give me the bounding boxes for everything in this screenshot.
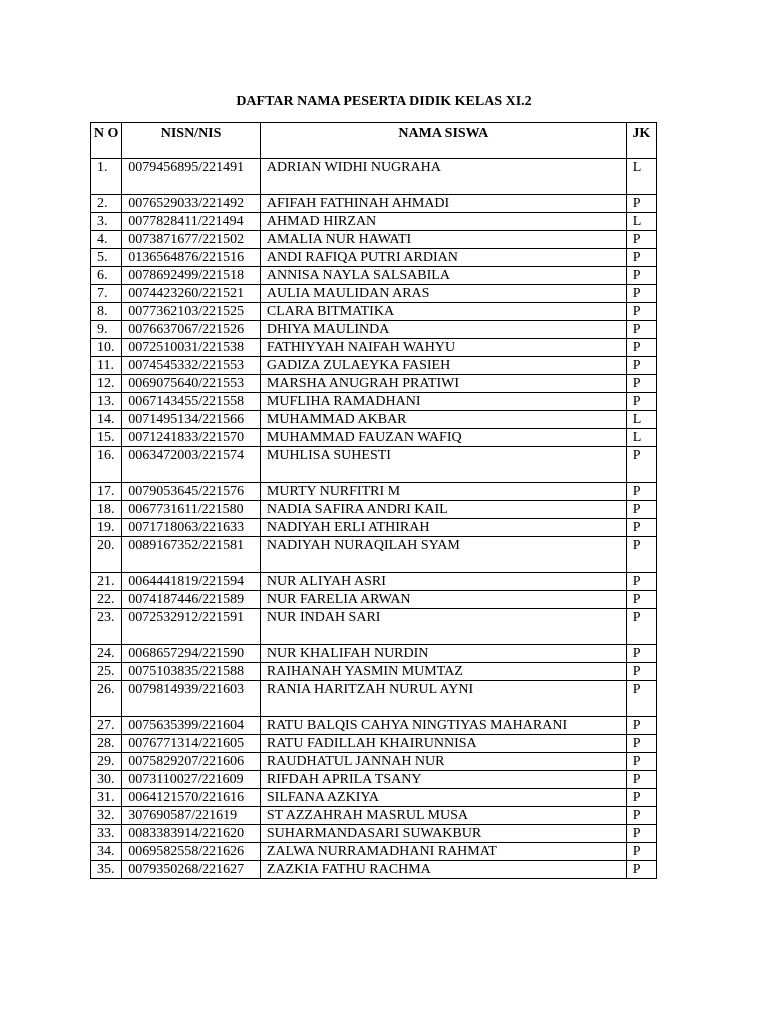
row-name: MURTY NURFITRI M bbox=[260, 483, 626, 501]
row-number: 10. bbox=[91, 339, 122, 357]
row-gender: P bbox=[626, 393, 656, 411]
row-gender: P bbox=[626, 267, 656, 285]
row-nisn: 0067143455/221558 bbox=[122, 393, 261, 411]
row-nisn: 0077362103/221525 bbox=[122, 303, 261, 321]
table-row bbox=[91, 519, 657, 537]
student-table bbox=[90, 122, 657, 879]
row-name: AULIA MAULIDAN ARAS bbox=[260, 285, 626, 303]
table-row bbox=[91, 825, 657, 843]
table-row bbox=[91, 303, 657, 321]
row-gender: P bbox=[626, 789, 656, 807]
row-nisn: 307690587/221619 bbox=[122, 807, 261, 825]
row-name: NUR KHALIFAH NURDIN bbox=[260, 645, 626, 663]
table-row bbox=[91, 663, 657, 681]
row-nisn: 0075635399/221604 bbox=[122, 717, 261, 735]
table-row bbox=[91, 591, 657, 609]
table-row bbox=[91, 285, 657, 303]
row-name: RAIHANAH YASMIN MUMTAZ bbox=[260, 663, 626, 681]
row-gender: P bbox=[626, 717, 656, 735]
row-gender: P bbox=[626, 519, 656, 537]
row-nisn: 0083383914/221620 bbox=[122, 825, 261, 843]
row-gender: L bbox=[626, 213, 656, 231]
row-nisn: 0069075640/221553 bbox=[122, 375, 261, 393]
row-number: 29. bbox=[91, 753, 122, 771]
row-number: 30. bbox=[91, 771, 122, 789]
row-nisn: 0074187446/221589 bbox=[122, 591, 261, 609]
header-nisn: NISN/NIS bbox=[122, 123, 261, 159]
row-name: NADIA SAFIRA ANDRI KAIL bbox=[260, 501, 626, 519]
row-nisn: 0064121570/221616 bbox=[122, 789, 261, 807]
table-row bbox=[91, 447, 657, 483]
table-row bbox=[91, 717, 657, 735]
row-number: 17. bbox=[91, 483, 122, 501]
document-title: DAFTAR NAMA PESERTA DIDIK KELAS XI.2 bbox=[236, 94, 532, 109]
table-row bbox=[91, 537, 657, 573]
row-gender: L bbox=[626, 429, 656, 447]
row-gender: P bbox=[626, 231, 656, 249]
row-nisn: 0076637067/221526 bbox=[122, 321, 261, 339]
row-name: GADIZA ZULAEYKA FASIEH bbox=[260, 357, 626, 375]
table-row bbox=[91, 267, 657, 285]
row-gender: P bbox=[626, 339, 656, 357]
row-name: AMALIA NUR HAWATI bbox=[260, 231, 626, 249]
table-row bbox=[91, 213, 657, 231]
row-number: 9. bbox=[91, 321, 122, 339]
row-nisn: 0079053645/221576 bbox=[122, 483, 261, 501]
row-gender: P bbox=[626, 195, 656, 213]
row-number: 23. bbox=[91, 609, 122, 645]
table-row bbox=[91, 339, 657, 357]
row-nisn: 0078692499/221518 bbox=[122, 267, 261, 285]
row-gender: P bbox=[626, 591, 656, 609]
table-row bbox=[91, 375, 657, 393]
row-gender: P bbox=[626, 825, 656, 843]
header-no: N O bbox=[91, 123, 122, 159]
table-row bbox=[91, 609, 657, 645]
row-number: 13. bbox=[91, 393, 122, 411]
row-number: 5. bbox=[91, 249, 122, 267]
row-number: 25. bbox=[91, 663, 122, 681]
row-number: 3. bbox=[91, 213, 122, 231]
row-number: 26. bbox=[91, 681, 122, 717]
row-nisn: 0079814939/221603 bbox=[122, 681, 261, 717]
row-name: AFIFAH FATHINAH AHMADI bbox=[260, 195, 626, 213]
row-name: MUHAMMAD AKBAR bbox=[260, 411, 626, 429]
row-gender: P bbox=[626, 843, 656, 861]
row-nisn: 0079456895/221491 bbox=[122, 159, 261, 195]
table-row bbox=[91, 807, 657, 825]
table-row bbox=[91, 735, 657, 753]
row-number: 11. bbox=[91, 357, 122, 375]
row-nisn: 0067731611/221580 bbox=[122, 501, 261, 519]
row-name: DHIYA MAULINDA bbox=[260, 321, 626, 339]
row-number: 31. bbox=[91, 789, 122, 807]
table-row bbox=[91, 411, 657, 429]
table-row bbox=[91, 483, 657, 501]
row-number: 2. bbox=[91, 195, 122, 213]
row-gender: P bbox=[626, 771, 656, 789]
row-nisn: 0077828411/221494 bbox=[122, 213, 261, 231]
row-name: NADIYAH NURAQILAH SYAM bbox=[260, 537, 626, 573]
table-row bbox=[91, 393, 657, 411]
table-row bbox=[91, 429, 657, 447]
row-number: 33. bbox=[91, 825, 122, 843]
row-name: MUHLISA SUHESTI bbox=[260, 447, 626, 483]
row-name: CLARA BITMATIKA bbox=[260, 303, 626, 321]
table-row bbox=[91, 843, 657, 861]
table-row bbox=[91, 195, 657, 213]
table-row bbox=[91, 753, 657, 771]
row-gender: P bbox=[626, 753, 656, 771]
row-name: ADRIAN WIDHI NUGRAHA bbox=[260, 159, 626, 195]
table-row bbox=[91, 681, 657, 717]
row-gender: P bbox=[626, 807, 656, 825]
row-name: NUR INDAH SARI bbox=[260, 609, 626, 645]
row-nisn: 0076529033/221492 bbox=[122, 195, 261, 213]
table-row bbox=[91, 861, 657, 879]
row-name: AHMAD HIRZAN bbox=[260, 213, 626, 231]
row-name: RAUDHATUL JANNAH NUR bbox=[260, 753, 626, 771]
row-nisn: 0071241833/221570 bbox=[122, 429, 261, 447]
row-number: 19. bbox=[91, 519, 122, 537]
row-nisn: 0068657294/221590 bbox=[122, 645, 261, 663]
row-number: 1. bbox=[91, 159, 122, 195]
row-number: 18. bbox=[91, 501, 122, 519]
row-number: 6. bbox=[91, 267, 122, 285]
row-number: 20. bbox=[91, 537, 122, 573]
row-nisn: 0076771314/221605 bbox=[122, 735, 261, 753]
table-row bbox=[91, 159, 657, 195]
header-jk: JK bbox=[626, 123, 656, 159]
row-name: ST AZZAHRAH MASRUL MUSA bbox=[260, 807, 626, 825]
row-nisn: 0073110027/221609 bbox=[122, 771, 261, 789]
row-gender: P bbox=[626, 357, 656, 375]
row-gender: P bbox=[626, 303, 656, 321]
row-number: 22. bbox=[91, 591, 122, 609]
row-name: RIFDAH APRILA TSANY bbox=[260, 771, 626, 789]
header-nama: NAMA SISWA bbox=[260, 123, 626, 159]
row-gender: P bbox=[626, 681, 656, 717]
row-number: 35. bbox=[91, 861, 122, 879]
row-name: MARSHA ANUGRAH PRATIWI bbox=[260, 375, 626, 393]
row-nisn: 0071495134/221566 bbox=[122, 411, 261, 429]
row-gender: P bbox=[626, 447, 656, 483]
row-name: NADIYAH ERLI ATHIRAH bbox=[260, 519, 626, 537]
row-gender: L bbox=[626, 411, 656, 429]
row-gender: P bbox=[626, 375, 656, 393]
row-gender: P bbox=[626, 285, 656, 303]
row-nisn: 0072510031/221538 bbox=[122, 339, 261, 357]
row-gender: P bbox=[626, 537, 656, 573]
row-name: RATU FADILLAH KHAIRUNNISA bbox=[260, 735, 626, 753]
table-row bbox=[91, 501, 657, 519]
row-gender: P bbox=[626, 483, 656, 501]
row-gender: P bbox=[626, 735, 656, 753]
row-nisn: 0064441819/221594 bbox=[122, 573, 261, 591]
row-number: 16. bbox=[91, 447, 122, 483]
row-nisn: 0069582558/221626 bbox=[122, 843, 261, 861]
row-gender: P bbox=[626, 645, 656, 663]
row-name: RANIA HARITZAH NURUL AYNI bbox=[260, 681, 626, 717]
row-number: 32. bbox=[91, 807, 122, 825]
row-gender: P bbox=[626, 501, 656, 519]
row-nisn: 0073871677/221502 bbox=[122, 231, 261, 249]
row-name: SILFANA AZKIYA bbox=[260, 789, 626, 807]
row-name: MUHAMMAD FAUZAN WAFIQ bbox=[260, 429, 626, 447]
row-nisn: 0071718063/221633 bbox=[122, 519, 261, 537]
row-number: 15. bbox=[91, 429, 122, 447]
row-name: SUHARMANDASARI SUWAKBUR bbox=[260, 825, 626, 843]
row-nisn: 0072532912/221591 bbox=[122, 609, 261, 645]
row-number: 27. bbox=[91, 717, 122, 735]
row-number: 4. bbox=[91, 231, 122, 249]
row-number: 21. bbox=[91, 573, 122, 591]
table-row bbox=[91, 249, 657, 267]
table-header-row bbox=[91, 123, 657, 159]
row-number: 34. bbox=[91, 843, 122, 861]
row-number: 8. bbox=[91, 303, 122, 321]
row-gender: P bbox=[626, 573, 656, 591]
row-name: NUR ALIYAH ASRI bbox=[260, 573, 626, 591]
row-number: 12. bbox=[91, 375, 122, 393]
table-row bbox=[91, 321, 657, 339]
row-nisn: 0075103835/221588 bbox=[122, 663, 261, 681]
row-name: ANNISA NAYLA SALSABILA bbox=[260, 267, 626, 285]
row-gender: P bbox=[626, 321, 656, 339]
table-row bbox=[91, 357, 657, 375]
row-gender: P bbox=[626, 609, 656, 645]
row-number: 28. bbox=[91, 735, 122, 753]
row-name: ZAZKIA FATHU RACHMA bbox=[260, 861, 626, 879]
row-nisn: 0136564876/221516 bbox=[122, 249, 261, 267]
row-nisn: 0074545332/221553 bbox=[122, 357, 261, 375]
row-name: ANDI RAFIQA PUTRI ARDIAN bbox=[260, 249, 626, 267]
row-gender: P bbox=[626, 861, 656, 879]
table-row bbox=[91, 573, 657, 591]
row-name: ZALWA NURRAMADHANI RAHMAT bbox=[260, 843, 626, 861]
row-name: MUFLIHA RAMADHANI bbox=[260, 393, 626, 411]
row-number: 14. bbox=[91, 411, 122, 429]
row-name: FATHIYYAH NAIFAH WAHYU bbox=[260, 339, 626, 357]
table-row bbox=[91, 771, 657, 789]
row-nisn: 0089167352/221581 bbox=[122, 537, 261, 573]
row-gender: L bbox=[626, 159, 656, 195]
row-name: NUR FARELIA ARWAN bbox=[260, 591, 626, 609]
row-number: 7. bbox=[91, 285, 122, 303]
row-number: 24. bbox=[91, 645, 122, 663]
row-gender: P bbox=[626, 249, 656, 267]
table-row bbox=[91, 789, 657, 807]
row-gender: P bbox=[626, 663, 656, 681]
table-row bbox=[91, 231, 657, 249]
row-nisn: 0063472003/221574 bbox=[122, 447, 261, 483]
row-nisn: 0075829207/221606 bbox=[122, 753, 261, 771]
row-nisn: 0074423260/221521 bbox=[122, 285, 261, 303]
row-name: RATU BALQIS CAHYA NINGTIYAS MAHARANI bbox=[260, 717, 626, 735]
table-row bbox=[91, 645, 657, 663]
row-nisn: 0079350268/221627 bbox=[122, 861, 261, 879]
